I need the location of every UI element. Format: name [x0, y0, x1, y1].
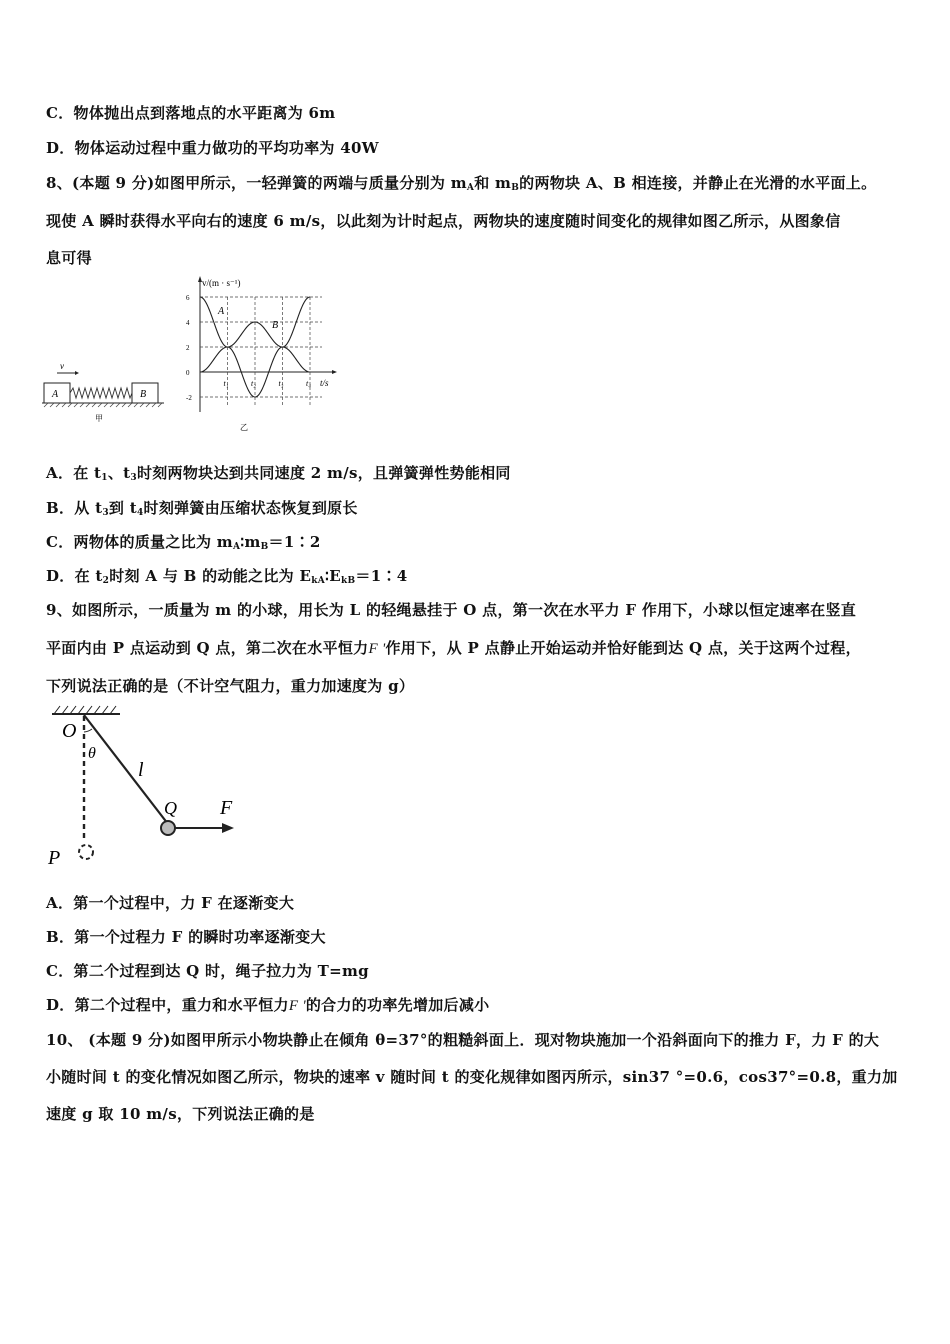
q8-chart-ytick-label: 0 [186, 369, 190, 377]
q8-opt-d-mid2: ∶E [325, 567, 341, 585]
q8-opt-a-mid: 、t [107, 464, 131, 482]
q9-ceiling-hatch [54, 706, 116, 714]
q9-option-a: A．第一个过程中，力 F 在逐渐变大 [46, 894, 295, 912]
q8-fig-a-caption: 甲 [95, 414, 103, 423]
q8-chart-ytick-label: 4 [186, 319, 190, 327]
q8-sub-a: A [466, 183, 475, 193]
q9-stem2-force: F ' [368, 641, 386, 657]
q8-opt-d-sub-ka: kA [311, 576, 326, 586]
q8-opt-c-post: ＝1∶2 [268, 533, 321, 551]
q9-ball-p-dashed [79, 845, 93, 859]
q9-stem-line2 [46, 637, 861, 658]
q8-opt-d-mid1: 时刻 A 与 B 的动能之比为 E [109, 567, 312, 585]
q8-opt-b-pre: B．从 t [46, 499, 103, 517]
q9-label-l: l [138, 759, 144, 781]
q10-stem-line1: 10、 (本题 9 分)如图甲所示小物块静止在倾角 θ=37°的粗糙斜面上．现对物块施加一个沿斜面向下的推力 F，力 F 的大 [46, 1031, 880, 1049]
q8-series-b-label: B [272, 320, 279, 331]
q8-series-a-label: A [218, 306, 225, 317]
q8-option-d [46, 565, 408, 586]
q9-force-arrowhead [222, 823, 234, 833]
q8-opt-c-mid: ∶m [240, 533, 261, 551]
q8-opt-c-sub-b: B [260, 542, 269, 552]
q9-opt-d-pre: D．第二个过程中，重力和水平恒力 [46, 996, 289, 1014]
q8-sub-b: B [511, 183, 520, 193]
q8-opt-b-post: 时刻弹簧由压缩状态恢复到原长 [143, 499, 358, 517]
q8-opt-d-post: ＝1∶4 [355, 567, 408, 585]
q9-stem-line3: 下列说法正确的是（不计空气阻力，重力加速度为 g） [46, 677, 415, 695]
q8-opt-b-mid: 到 t [108, 499, 137, 517]
q8-opt-a-sub1: 1 [101, 473, 108, 483]
q9-stem2-post: 作用下，从 P 点静止开始运动并恰好能到达 Q 点，关于这两个过程， [385, 639, 861, 657]
q8-fig-a-arrowhead [75, 371, 79, 375]
q8-opt-a-sub3: 3 [130, 473, 137, 483]
q8-chart-xtick-label: t₄ [306, 379, 312, 388]
q8-opt-a-pre: A．在 t [46, 464, 102, 482]
q8-chart-ytick-label: -2 [186, 394, 192, 402]
q8-opt-c-pre: C．两物体的质量之比为 m [46, 533, 233, 551]
q8-block-b-label: B [140, 389, 147, 400]
q8-fig-b-caption: 乙 [240, 423, 248, 432]
q8-chart-xtick-label: t₃ [278, 379, 284, 388]
q8-chart-xtick-label: t₂ [251, 379, 257, 388]
q8-stem-line3: 息可得 [46, 249, 92, 267]
q8-opt-d-pre: D．在 t [46, 567, 103, 585]
q9-option-d [46, 994, 489, 1015]
q9-stem2-pre: 平面内由 P 点运动到 Q 点，第二次在水平恒力 [46, 639, 369, 657]
q7-option-d: D．物体运动过程中重力做功的平均功率为 40W [46, 139, 379, 157]
q9-label-o: O [62, 720, 77, 742]
q8-chart-x-arrow [332, 370, 337, 374]
q7-option-c: C．物体抛出点到落地点的水平距离为 6m [46, 104, 336, 122]
q8-spring [70, 388, 132, 398]
q8-stem-line2: 现使 A 瞬时获得水平向右的速度 6 m/s，以此刻为计时起点，两物块的速度随时间变化的规律如图乙所示，从图象信 [46, 212, 841, 230]
q8-stem1-post: 的两物块 A、B 相连接，并静止在光滑的水平面上。 [519, 174, 877, 192]
q10-stem-line2: 小随时间 t 的变化情况如图乙所示，物块的速率 v 随时间 t 的变化规律如图丙所示，sin37 °=0.6，cos37°=0.8，重力加 [46, 1068, 898, 1086]
q8-opt-a-post: 时刻两物块达到共同速度 2 m/s，且弹簧弹性势能相同 [136, 464, 511, 482]
q9-pendulum-figure [44, 702, 244, 870]
q8-fig-a-v-label: v [60, 361, 64, 371]
q8-chart-ytick-label: 6 [186, 294, 190, 302]
q9-option-b: B．第一个过程力 F 的瞬时功率逐渐变大 [46, 928, 326, 946]
q8-block-a-label: A [52, 389, 59, 400]
q8-option-c [46, 531, 321, 552]
q8-chart-x-label: t/s [320, 378, 329, 388]
q8-option-b [46, 497, 358, 518]
q8-chart-xtick-label: t₁ [223, 379, 229, 388]
q8-stem1-pre: 8、(本题 9 分)如图甲所示，一轻弹簧的两端与质量分别为 m [46, 174, 467, 192]
q8-opt-b-sub3: 3 [102, 508, 109, 518]
q9-ball-q [161, 821, 175, 835]
q8-opt-c-sub-a: A [232, 542, 241, 552]
q8-opt-b-sub4: 4 [136, 508, 144, 518]
q10-stem-line3: 速度 g 取 10 m/s，下列说法正确的是 [46, 1105, 315, 1123]
q8-chart-ytick-label: 2 [186, 344, 190, 352]
q8-stem-line1 [46, 172, 876, 193]
q8-opt-d-sub2: 2 [102, 576, 110, 586]
q8-opt-d-sub-kb: kB [340, 576, 356, 586]
q9-option-c: C．第二个过程到达 Q 时，绳子拉力为 T=mg [46, 962, 369, 980]
q9-rope [84, 715, 168, 824]
q8-chart-y-label: v/(m · s⁻¹) [202, 278, 241, 288]
q8-stem1-mid: 和 m [474, 174, 512, 192]
q9-label-f: F [220, 797, 233, 819]
q9-label-theta: θ [88, 745, 96, 762]
q8-option-a [46, 462, 511, 483]
q8-figure-a [40, 355, 175, 425]
q8-floor-hatch [44, 403, 162, 407]
q9-label-q: Q [164, 798, 177, 818]
q9-opt-d-post: 的合力的功率先增加后减小 [305, 996, 490, 1014]
q8-figure-b-chart [182, 272, 342, 434]
q9-opt-d-force: F ' [288, 998, 306, 1014]
q9-label-p: P [48, 847, 61, 869]
q9-stem-line1: 9、如图所示，一质量为 m 的小球，用长为 L 的轻绳悬挂于 O 点，第一次在水平力 F 作用下，小球以恒定速率在竖直 [46, 601, 857, 619]
q8-chart-ticks [186, 294, 311, 402]
